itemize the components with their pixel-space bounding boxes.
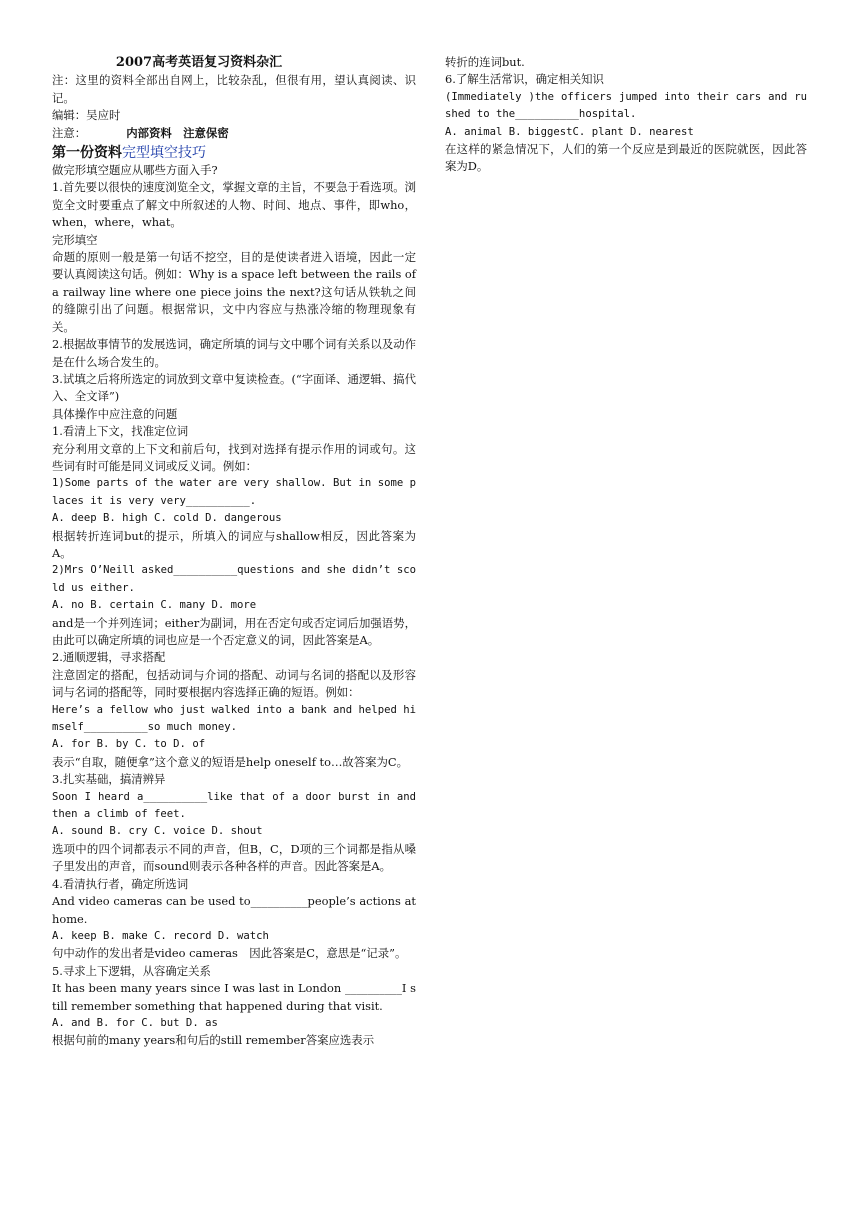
- intro-note: 注：这里的资料全部出自网上，比较杂乱，但很有用，望认真阅读、识记。: [52, 73, 416, 105]
- paragraph: 具体操作中应注意的问题: [52, 406, 178, 421]
- document-title: 2007高考英语复习资料杂汇: [115, 55, 283, 70]
- paragraph: 1.看清上下文，找准定位词: [52, 424, 189, 439]
- paragraph: 转折的连词but.: [445, 55, 525, 69]
- paragraph: 5.寻求上下逻辑，从容确定关系: [52, 963, 211, 978]
- paragraph: 完形填空: [52, 232, 98, 247]
- paragraph: A. keep B. make C. record D. watch: [52, 929, 269, 942]
- paragraph: 选项中的四个词都表示不同的声音，但B，C，D项的三个词都是指从嗓子里发出的声音，而sound则表示各种各样的声音。因此答案是A。: [52, 841, 416, 874]
- paragraph: 根据句前的many years和句后的still remember答案应选表示: [52, 1033, 375, 1048]
- paragraph: 注意固定的搭配，包括动词与介词的搭配、动词与名词的搭配以及形容词与名词的搭配等，同时要根据内容选择正确的短语。例如：: [52, 667, 416, 700]
- paragraph: 做完形填空题应从哪些方面入手?: [52, 163, 218, 178]
- notice-row: [52, 125, 416, 142]
- paragraph: (Immediately )the officers jumped into their cars and rushed to the__________hospital.: [445, 90, 807, 121]
- right-body: [445, 54, 807, 176]
- paragraph: Soon I heard a__________like that of a door burst in and then a climb of feet.: [52, 790, 416, 821]
- section-label: 第一份资料: [52, 145, 122, 162]
- paragraph: A. for B. by C. to D. of: [52, 738, 206, 751]
- paragraph: 4.看清执行者，确定所选词: [52, 876, 189, 891]
- section-title: 完型填空技巧: [122, 145, 206, 162]
- section-heading: [52, 144, 416, 162]
- paragraph: Here’s a fellow who just walked into a bank and helped himself__________so much money.: [52, 703, 416, 734]
- paragraph: A. sound B. cry C. voice D. shout: [52, 825, 263, 838]
- paragraph: A. animal B. biggestC. plant D. nearest: [445, 125, 694, 138]
- paragraph: 1)Some parts of the water are very shallow. But in some places it is very very__________.: [52, 477, 416, 507]
- paragraph: and是一个并列连词；either为副词，用在否定句或否定词后加强语势，由此可以确定所填的词也应是一个否定意义的词，因此答案是A。: [52, 615, 416, 647]
- paragraph: 根据转折连词but的提示，所填入的词应与shallow相反，因此答案为A。: [52, 528, 416, 560]
- paragraph: 句中动作的发出者是video cameras 因此答案是C，意思是“记录”。: [52, 946, 407, 961]
- paragraph: A. and B. for C. but D. as: [52, 1016, 218, 1029]
- paragraph: 表示“自取，随便拿”这个意义的短语是help oneself to…故答案为C。: [52, 754, 409, 769]
- notice-label: 注意：: [52, 125, 87, 140]
- left-body: [52, 162, 416, 1050]
- paragraph: 3.扎实基础，搞清辨异: [52, 772, 166, 787]
- paragraph: 6.了解生活常识，确定相关知识: [445, 72, 604, 87]
- paragraph: It has been many years since I was last in London __________I still remember something that happened during that visit.: [52, 981, 416, 1013]
- paragraph: 1.首先要以很快的速度浏览全文，掌握文章的主旨，不要急于看选项。浏览全文时要重点了解文中所叙述的人物、时间、地点、事件，即who，when，where，what。: [52, 180, 416, 230]
- notice-text: 内部资料 注意保密: [126, 125, 229, 140]
- paragraph: A. no B. certain C. many D. more: [52, 599, 257, 612]
- paragraph: 3.试填之后将所选定的词放到文章中复读检查。(“字面译、通逻辑、搞代入、全文译”): [52, 371, 416, 404]
- paragraph: 充分利用文章的上下文和前后句，找到对选择有提示作用的词或句。这些词有时可能是同义词或反义词。例如：: [52, 441, 416, 473]
- paragraph: 在这样的紧急情况下，人们的第一个反应是到最近的医院就医，因此答案为D。: [445, 142, 807, 174]
- paragraph: And video cameras can be used to__________people’s actions at home.: [52, 894, 416, 926]
- paragraph: 2)Mrs O’Neill asked__________questions and she didn’t scold us either.: [52, 564, 416, 594]
- editor-line: 编辑：吴应时: [52, 108, 121, 123]
- paragraph: 2.通顺逻辑，寻求搭配: [52, 650, 166, 665]
- left-column: [52, 54, 416, 1050]
- paragraph: A. deep B. high C. cold D. dangerous: [52, 512, 282, 525]
- paragraph: 2.根据故事情节的发展选词，确定所填的词与文中哪个词有关系以及动作是在什么场合发生的。: [52, 337, 416, 369]
- right-column: [445, 54, 807, 176]
- paragraph: 命题的原则一般是第一句话不挖空，目的是使读者进入语境，因此一定要认真阅读这句话。例如：Why is a space left between the rails of a railway line where one piece joins the next?这句话从铁轨之间的缝隙引出了问题。根据常识，文中内容应与热涨冷缩的物理现象有关。: [52, 250, 416, 334]
